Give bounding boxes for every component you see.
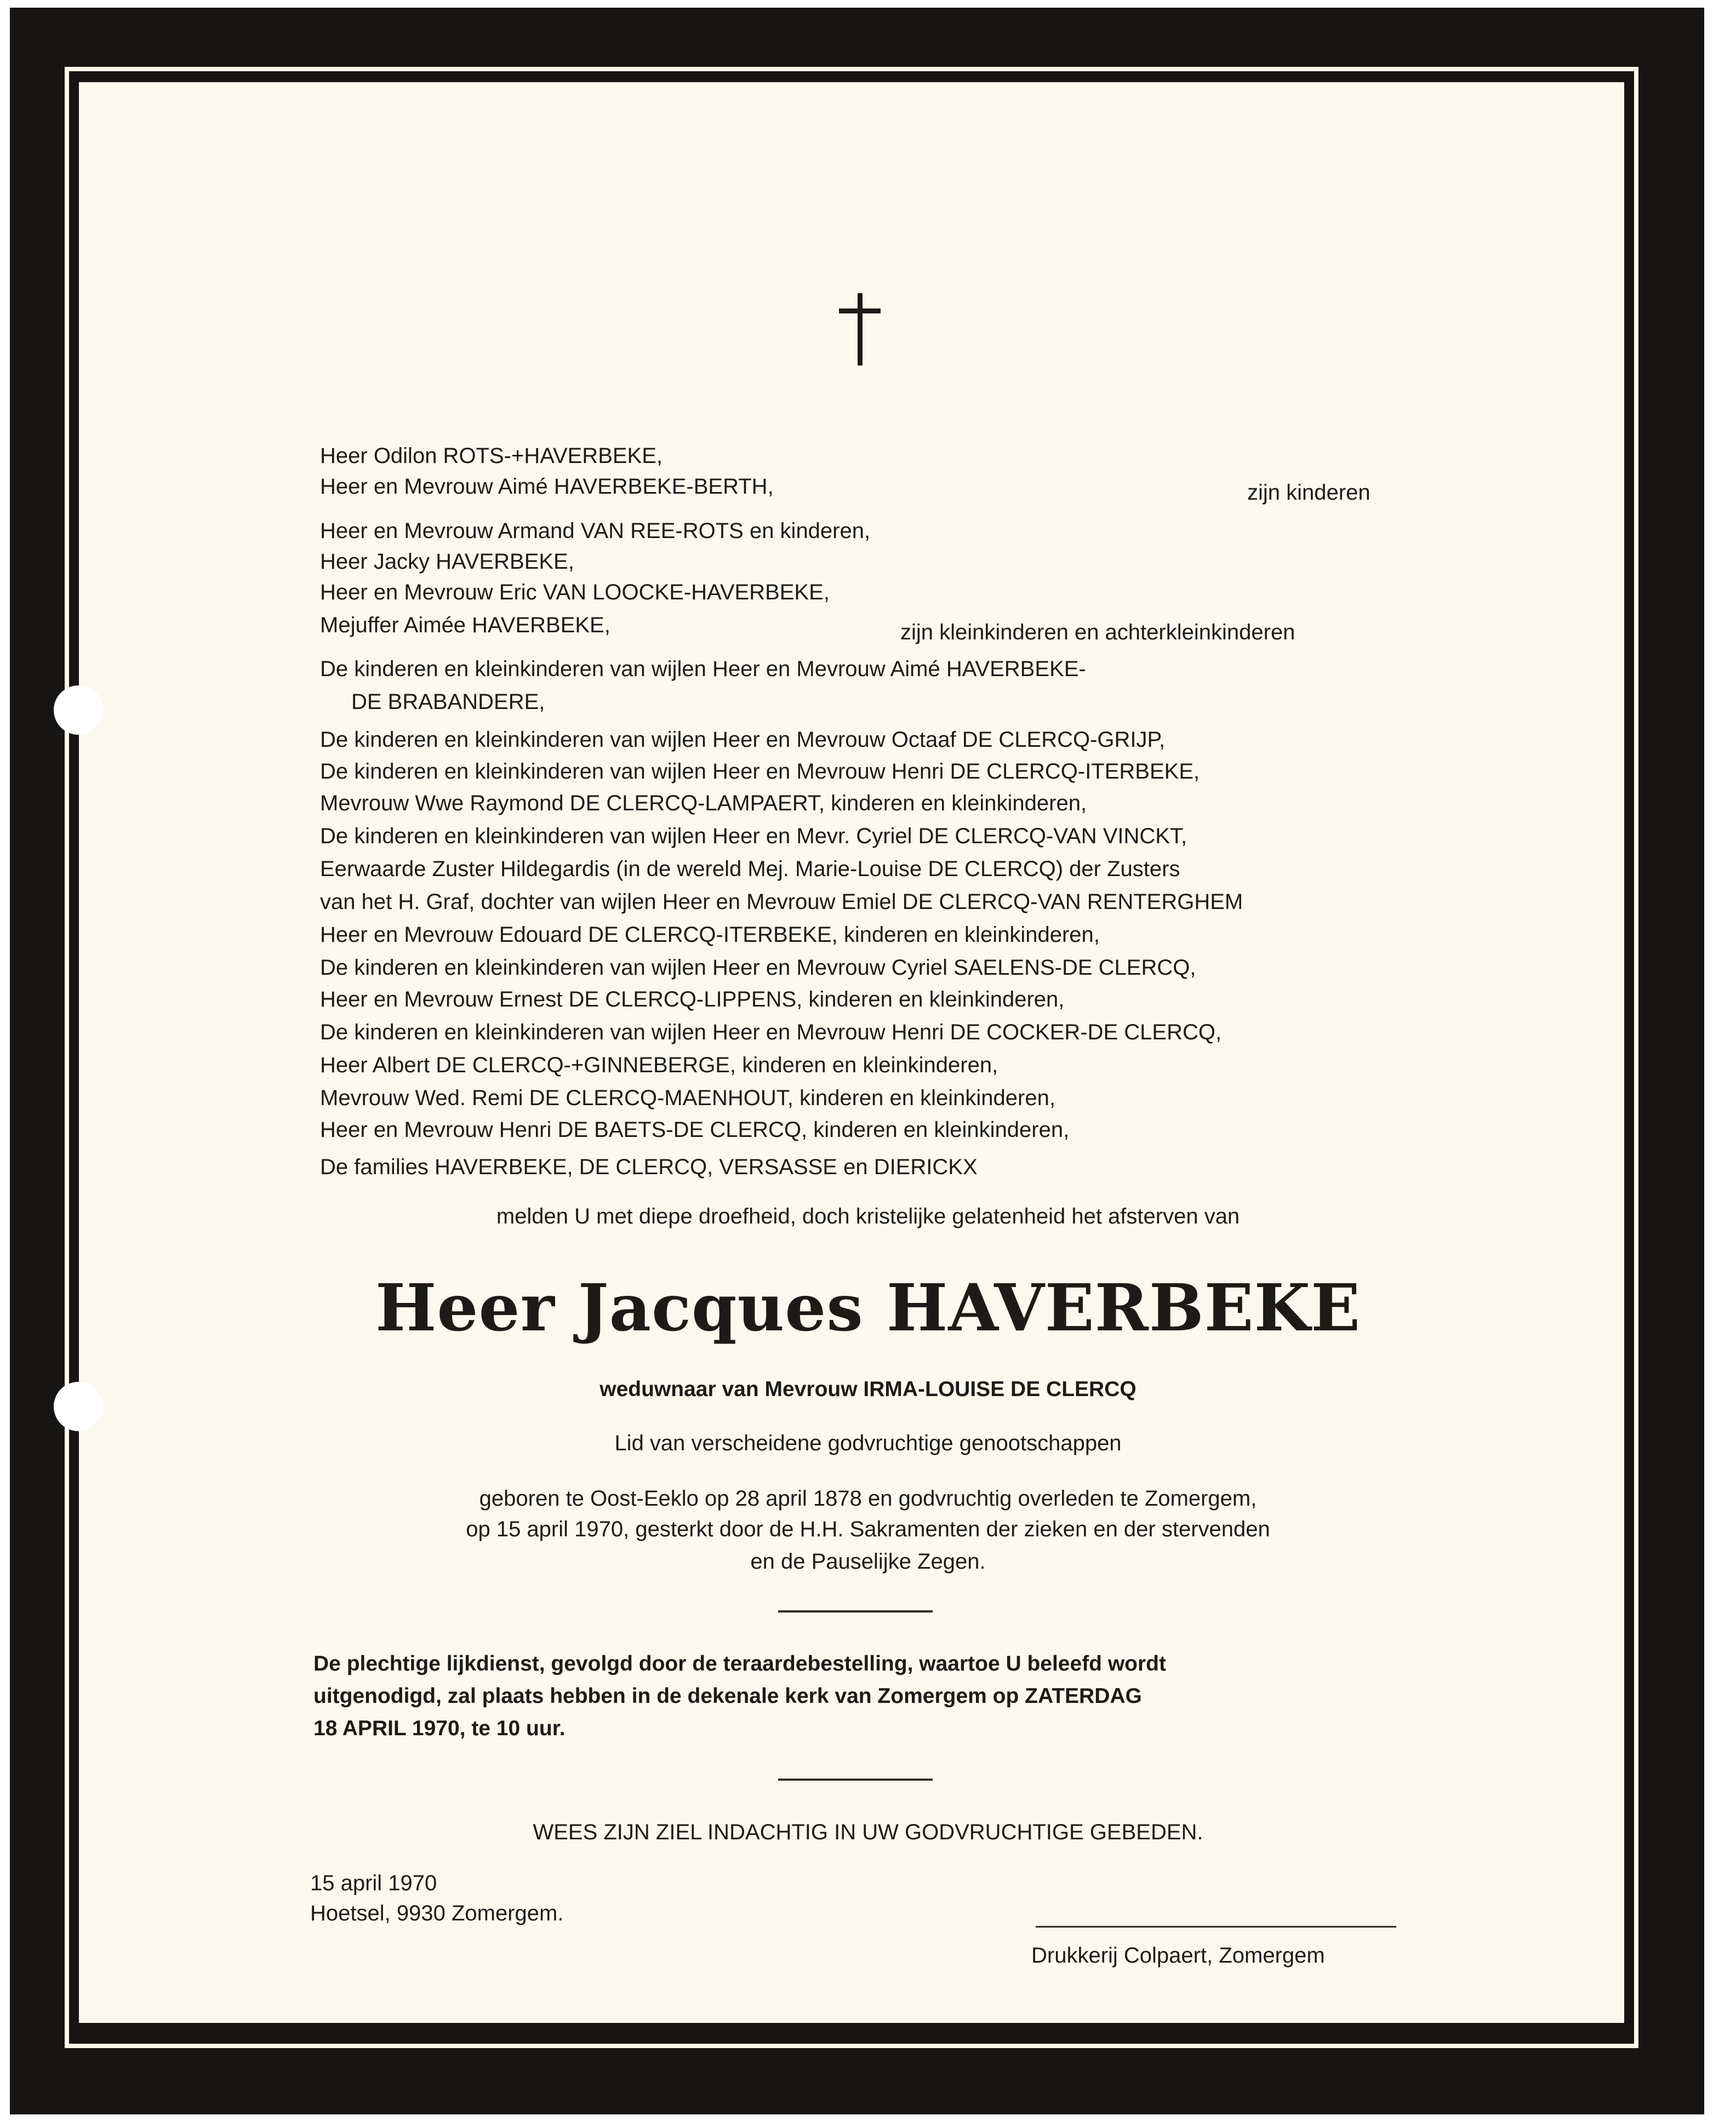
life-details-line: op 15 april 1970, gesterkt door de H.H. Sakramenten der zieken en der stervenden — [466, 1517, 1270, 1541]
service-line: uitgenodigd, zal plaats hebben in de dekenale kerk van Zomergem op ZATERDAG — [313, 1684, 1142, 1708]
family-line: De kinderen en kleinkinderen van wijlen Heer en Mevrouw Aimé HAVERBEKE- — [320, 657, 1086, 681]
family-line: De kinderen en kleinkinderen van wijlen Heer en Mevrouw Octaaf DE CLERCQ-GRIJP, — [320, 728, 1166, 752]
family-line: Heer Jacky HAVERBEKE, — [320, 550, 574, 574]
widower-line: weduwnaar van Mevrouw IRMA-LOUISE DE CLERCQ — [599, 1377, 1137, 1401]
service-line: 18 APRIL 1970, te 10 uur. — [313, 1717, 566, 1740]
family-line: Heer Odilon ROTS-+HAVERBEKE, — [320, 444, 663, 468]
cross-icon — [839, 293, 881, 365]
family-line: Heer Albert DE CLERCQ-+GINNEBERGE, kinderen en kleinkinderen, — [320, 1053, 998, 1077]
family-line: Heer en Mevrouw Eric VAN LOOCKE-HAVERBEKE, — [320, 580, 830, 604]
prayer-request: WEES ZIJN ZIEL INDACHTIG IN UW GODVRUCHTIGE GEBEDEN. — [533, 1820, 1203, 1844]
family-line: van het H. Graf, dochter van wijlen Heer en Mevrouw Emiel DE CLERCQ-VAN RENTERGHEM — [320, 890, 1243, 914]
family-line: Heer en Mevrouw Armand VAN REE-ROTS en kinderen, — [320, 519, 871, 543]
service-line: De plechtige lijkdienst, gevolgd door de teraardebestelling, waartoe U beleefd wordt — [313, 1652, 1166, 1676]
family-line: De families HAVERBEKE, DE CLERCQ, VERSASSE en DIERICKX — [320, 1155, 978, 1179]
life-details-line: geboren te Oost-Eeklo op 28 april 1878 en godvruchtig overleden te Zomergem, — [479, 1486, 1257, 1511]
announcement-text: melden U met diepe droefheid, doch kristelijke gelatenheid het afsterven van — [496, 1204, 1240, 1228]
grandchildren-note: zijn kleinkinderen en achterkleinkinderen — [900, 620, 1295, 644]
deceased-name: Heer Jacques HAVERBEKE — [375, 1270, 1361, 1346]
punch-hole-top — [54, 685, 103, 735]
separator-rule — [778, 1610, 933, 1613]
family-line: De kinderen en kleinkinderen van wijlen Heer en Mevrouw Cyriel SAELENS-DE CLERCQ, — [320, 956, 1196, 980]
family-line: Heer en Mevrouw Aimé HAVERBEKE-BERTH, — [320, 474, 774, 499]
notice-date: 15 april 1970 — [310, 1871, 437, 1895]
family-line: Heer en Mevrouw Henri DE BAETS-DE CLERCQ, kinderen en kleinkinderen, — [320, 1118, 1070, 1142]
family-line: Heer en Mevrouw Ernest DE CLERCQ-LIPPENS, kinderen en kleinkinderen, — [320, 987, 1065, 1011]
family-line: De kinderen en kleinkinderen van wijlen Heer en Mevr. Cyriel DE CLERCQ-VAN VINCKT, — [320, 824, 1187, 848]
family-line: Mevrouw Wwe Raymond DE CLERCQ-LAMPAERT, kinderen en kleinkinderen, — [320, 791, 1087, 815]
family-line: Mejuffer Aimée HAVERBEKE, — [320, 613, 610, 637]
family-line: Mevrouw Wed. Remi DE CLERCQ-MAENHOUT, kinderen en kleinkinderen, — [320, 1086, 1055, 1110]
family-line: DE BRABANDERE, — [351, 690, 545, 714]
printer-rule — [1036, 1926, 1396, 1928]
children-note: zijn kinderen — [1247, 481, 1370, 505]
family-line: Eerwaarde Zuster Hildegardis (in de wereld Mej. Marie-Louise DE CLERCQ) der Zusters — [320, 857, 1180, 881]
family-line: Heer en Mevrouw Edouard DE CLERCQ-ITERBEKE, kinderen en kleinkinderen, — [320, 923, 1100, 947]
life-details-line: en de Pauselijke Zegen. — [750, 1549, 986, 1574]
membership-line: Lid van verscheidene godvruchtige genootschappen — [614, 1431, 1122, 1455]
notice-address: Hoetsel, 9930 Zomergem. — [310, 1901, 564, 1925]
family-line: De kinderen en kleinkinderen van wijlen Heer en Mevrouw Henri DE COCKER-DE CLERCQ, — [320, 1020, 1222, 1044]
separator-rule — [778, 1779, 933, 1781]
printer-credit: Drukkerij Colpaert, Zomergem — [1031, 1943, 1325, 1968]
family-line: De kinderen en kleinkinderen van wijlen Heer en Mevrouw Henri DE CLERCQ-ITERBEKE, — [320, 759, 1200, 784]
